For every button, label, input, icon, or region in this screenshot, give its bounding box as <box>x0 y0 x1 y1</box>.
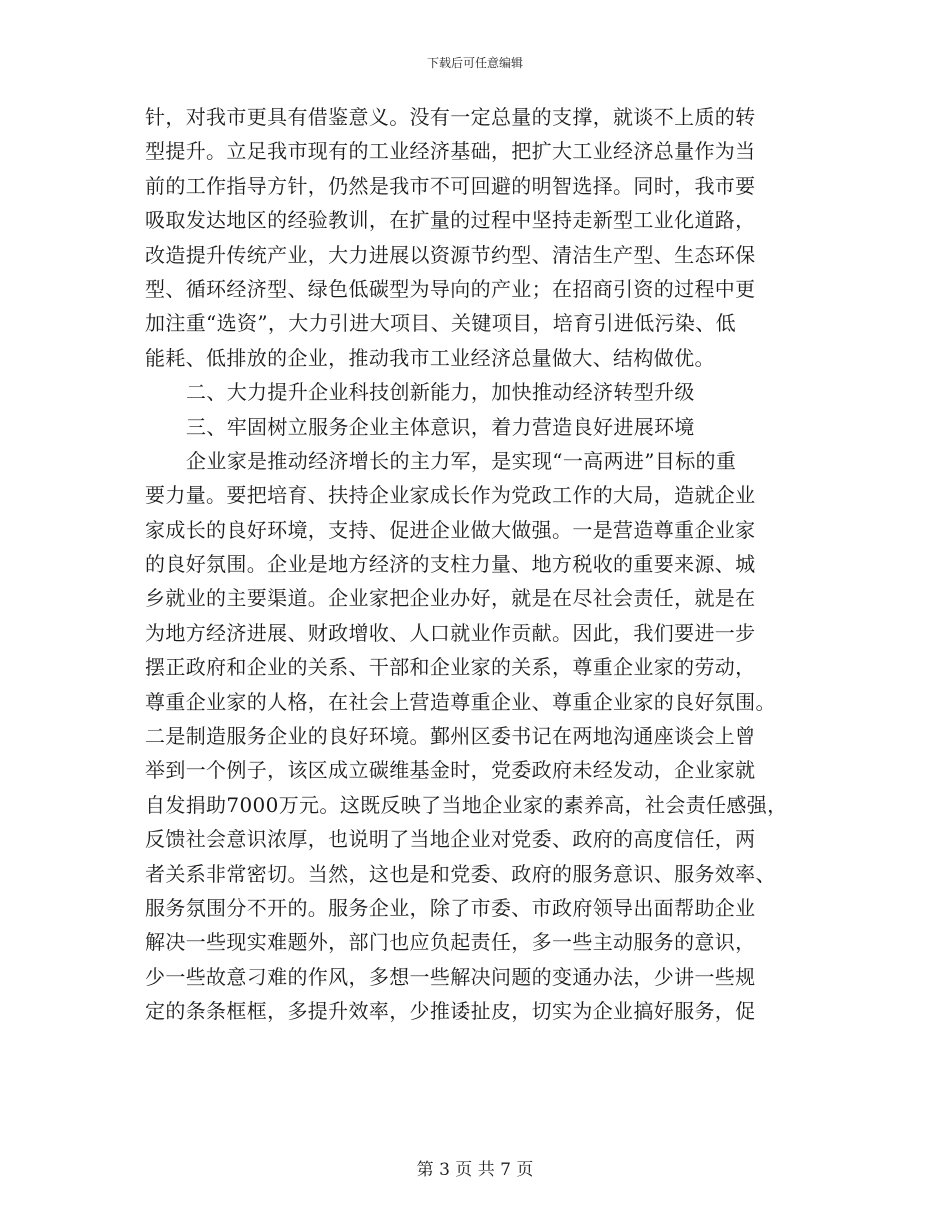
text-line: 加注重“选资”，大力引进大项目、关键项目，培育引进低污染、低 <box>145 311 736 336</box>
text-line: 能耗、低排放的企业，推动我市工业经济总量做大、结构做优。 <box>145 345 715 370</box>
text-line: 反馈社会意识浓厚，也说明了当地企业对党委、政府的高度信任，两 <box>145 827 756 852</box>
text-line: 二、大力提升企业科技创新能力，加快推动经济转型升级 <box>186 380 695 405</box>
text-line: 二是制造服务企业的良好环境。鄞州区委书记在两地沟通座谈会上曾 <box>145 724 756 749</box>
text-line: 解决一些现实难题外，部门也应负起责任，多一些主动服务的意识， <box>145 930 756 955</box>
text-line: 的良好氛围。企业是地方经济的支柱力量、地方税收的重要来源、城 <box>145 552 756 577</box>
text-line: 摆正政府和企业的关系、干部和企业家的关系，尊重企业家的劳动， <box>145 655 756 680</box>
text-line: 吸取发达地区的经验教训，在扩量的过程中坚持走新型工业化道路， <box>145 208 756 233</box>
text-line: 少一些故意刁难的作风，多想一些解决问题的变通办法，少讲一些规 <box>145 964 756 989</box>
text-line: 前的工作指导方针，仍然是我市不可回避的明智选择。同时，我市要 <box>145 173 756 198</box>
text-line: 为地方经济进展、财政增收、人口就业作贡献。因此，我们要进一步 <box>145 620 756 645</box>
text-line: 自发捐助7000万元。这既反映了当地企业家的素养高，社会责任感强， <box>145 792 788 817</box>
text-line: 型提升。立足我市现有的工业经济基础，把扩大工业经济总量作为当 <box>145 139 756 164</box>
text-line: 定的条条框框，多提升效率，少推诿扯皮，切实为企业搞好服务，促 <box>145 999 756 1024</box>
text-line: 改造提升传统产业，大力进展以资源节约型、清洁生产型、生态环保 <box>145 242 756 267</box>
text-line: 针，对我市更具有借鉴意义。没有一定总量的支撑，就谈不上质的转 <box>145 105 756 129</box>
text-line: 乡就业的主要渠道。企业家把企业办好，就是在尽社会责任，就是在 <box>145 586 756 611</box>
text-line: 尊重企业家的人格，在社会上营造尊重企业、尊重企业家的良好氛围。 <box>145 689 776 714</box>
text-line: 举到一个例子，该区成立碳维基金时，党委政府未经发动，企业家就 <box>145 758 756 783</box>
text-line: 者关系非常密切。当然，这也是和党委、政府的服务意识、服务效率、 <box>145 861 776 886</box>
text-line: 企业家是推动经济增长的主力军，是实现“一高两进”目标的重 <box>186 448 737 473</box>
text-line: 型、循环经济型、绿色低碳型为导向的产业；在招商引资的过程中更 <box>145 276 756 301</box>
page-header-note: 下载后可任意编辑 <box>426 56 523 70</box>
text-line: 服务氛围分不开的。服务企业，除了市委、市政府领导出面帮助企业 <box>145 895 756 920</box>
document-body <box>145 100 813 1029</box>
page-number: 第 3 页 共 7 页 <box>416 1160 534 1180</box>
text-line: 家成长的良好环境，支持、促进企业做大做强。一是营造尊重企业家 <box>145 517 756 542</box>
text-line: 要力量。要把培育、扶持企业家成长作为党政工作的大局，造就企业 <box>145 483 756 508</box>
text-line: 三、牢固树立服务企业主体意识，着力营造良好进展环境 <box>186 414 695 439</box>
